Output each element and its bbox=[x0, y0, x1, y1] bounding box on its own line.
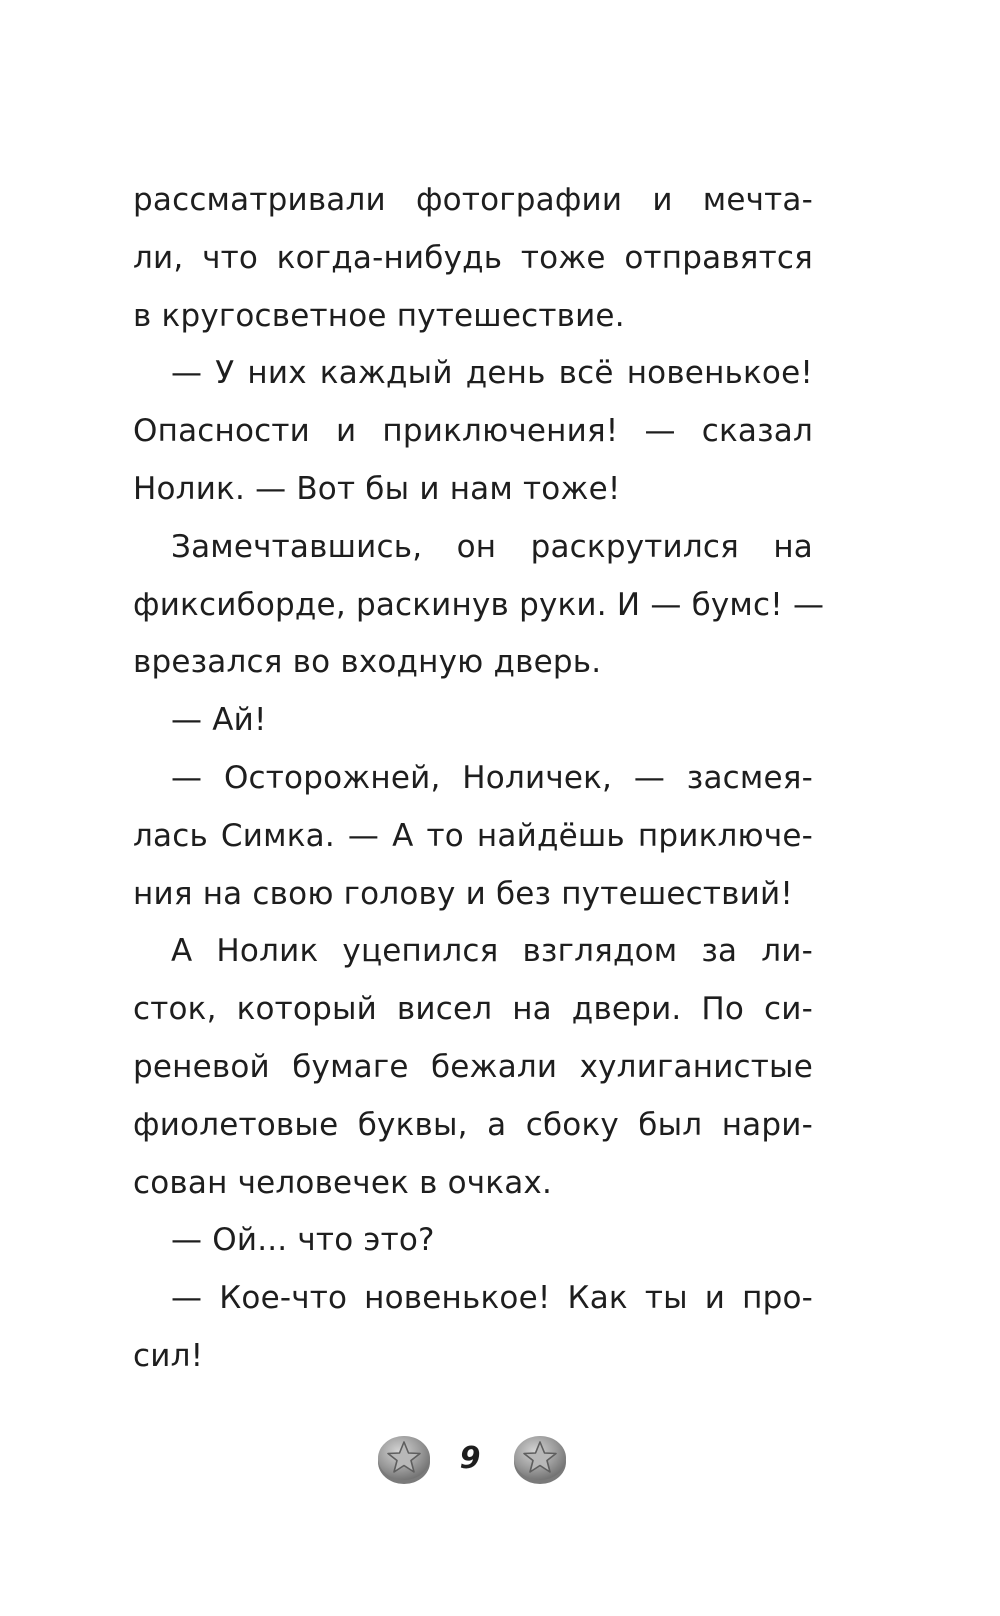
text-line: А Нолик уцепился взглядом за ли- bbox=[171, 933, 813, 970]
text-line: в кругосветное путешествие. bbox=[133, 297, 625, 334]
text-line: Опасности и приключения! — сказал bbox=[133, 413, 813, 450]
text-line: лась Симка. — А то найдёшь приключе- bbox=[133, 817, 813, 854]
star-coin-icon bbox=[376, 1433, 432, 1485]
text-line: фиксиборде, раскинув руки. И — бумс! — bbox=[133, 586, 825, 623]
text-line: фиолетовые буквы, а сбоку был нари- bbox=[133, 1106, 813, 1143]
text-line: рассматривали фотографии и мечта- bbox=[133, 182, 813, 218]
text-line: реневой бумаге бежали хулиганистые bbox=[133, 1048, 813, 1085]
page-number: 9 bbox=[459, 1441, 481, 1476]
text-line: — Осторожней, Ноличек, — засмея- bbox=[171, 759, 813, 796]
text-line: сток, который висел на двери. По си- bbox=[133, 991, 813, 1028]
text-line: сил! bbox=[133, 1337, 204, 1374]
text-line: ния на свою голову и без путешествий! bbox=[133, 875, 793, 912]
text-line: врезался во входную дверь. bbox=[133, 644, 602, 681]
text-line: Нолик. — Вот бы и нам тоже! bbox=[133, 470, 621, 507]
text-line: — Ой... что это? bbox=[171, 1222, 435, 1259]
text-line: — У них каждый день всё новенькое! bbox=[171, 355, 813, 392]
page-footer bbox=[0, 1425, 1000, 1495]
text-line: Замечтавшись, он раскрутился на bbox=[171, 528, 813, 565]
body-text bbox=[133, 172, 825, 1386]
star-coin-icon bbox=[512, 1433, 568, 1485]
text-line: ли, что когда-нибудь тоже отправятся bbox=[133, 239, 813, 276]
text-line: — Ай! bbox=[171, 702, 267, 739]
text-line: сован человечек в очках. bbox=[133, 1164, 553, 1201]
text-line: — Кое-что новенькое! Как ты и про- bbox=[171, 1280, 813, 1317]
